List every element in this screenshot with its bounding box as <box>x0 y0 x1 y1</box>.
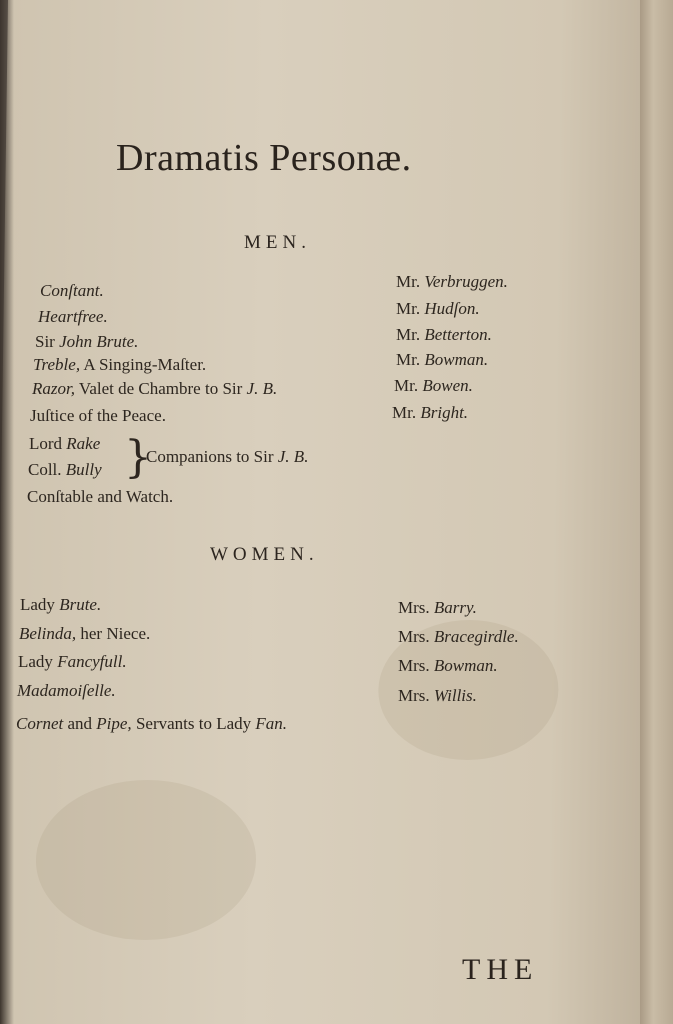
character-row: Razor, Valet de Chambre to Sir J. B. <box>32 379 278 398</box>
catchword: THE <box>462 953 539 986</box>
actor-credit: Mr. Bowman. <box>396 350 489 369</box>
character-row: Lady Fancyfull. <box>18 652 127 671</box>
actor-credit: Mr. Betterton. <box>396 325 492 344</box>
character-row: Heartfree. <box>38 307 108 326</box>
actor-credit: Mr. Bright. <box>392 403 469 422</box>
character-row: Lady Brute. <box>20 595 102 614</box>
companion-name: Lord Rake <box>29 434 101 453</box>
page-title: Dramatis Personæ. <box>116 137 412 179</box>
actor-credit: Mrs. Willis. <box>398 686 477 705</box>
actor-credit: Mr. Bowen. <box>394 376 473 395</box>
binding-shadow <box>0 0 14 1024</box>
actor-credit: Mr. Hudſon. <box>396 299 480 318</box>
actor-credit: Mr. Verbruggen. <box>396 272 508 291</box>
next-page-edge <box>640 0 673 1024</box>
actor-credit: Mrs. Bracegirdle. <box>398 627 519 646</box>
men-heading: MEN. <box>244 232 311 253</box>
character-row: Juſtice of the Peace. <box>30 406 166 425</box>
character-row: Cornet and Pipe, Servants to Lady Fan. <box>16 714 288 733</box>
character-row: Madamoiſelle. <box>17 681 116 700</box>
women-heading: WOMEN. <box>210 544 319 565</box>
brace-glyph: } <box>124 432 152 483</box>
companions-label: Companions to Sir J. B. <box>146 447 309 466</box>
character-row: Conſtant. <box>40 281 104 300</box>
companion-name: Coll. Bully <box>28 460 102 479</box>
paper-stain <box>35 780 257 940</box>
actor-credit: Mrs. Barry. <box>398 598 477 617</box>
character-row: Belinda, her Niece. <box>19 624 151 643</box>
character-row: Treble, A Singing-Maſter. <box>33 355 207 374</box>
character-row: Sir John Brute. <box>35 332 139 351</box>
character-row: Conſtable and Watch. <box>27 487 174 506</box>
actor-credit: Mrs. Bowman. <box>398 656 498 675</box>
